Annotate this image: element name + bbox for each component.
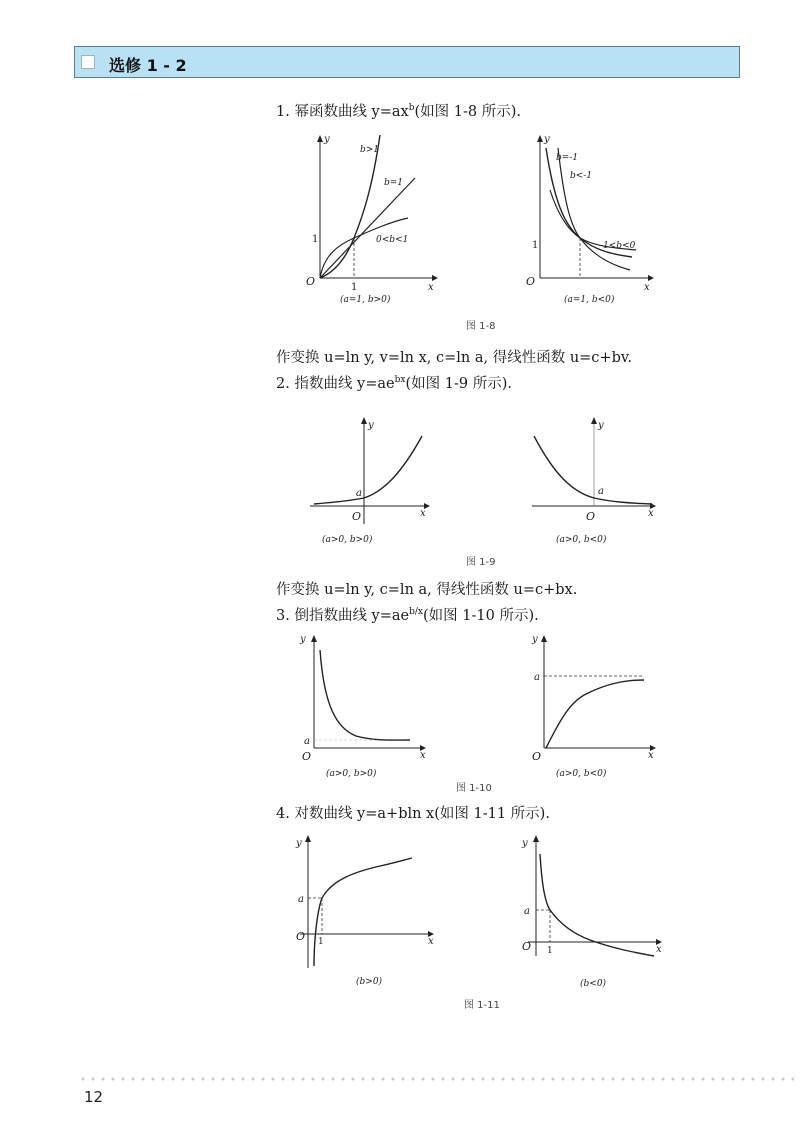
subcaption-left: (a=1, b>0) [340, 295, 391, 305]
item-3-text-after: (如图 1-10 所示). [423, 608, 539, 624]
fig-1-8-caption: 图 1-8 [466, 321, 496, 332]
y-axis-label: y [544, 134, 550, 145]
tick-x-1: 1 [547, 946, 553, 956]
curve-label-0-lt-b-lt-1: 0<b<1 [376, 235, 409, 245]
curve-label-b-eq-neg-1: b=-1 [556, 153, 579, 163]
x-axis-label: x [656, 944, 662, 955]
x-axis-label: x [648, 508, 654, 519]
y-axis-label: y [368, 420, 374, 431]
y-axis-label: y [532, 634, 538, 645]
item-2-sup: bx [394, 375, 406, 386]
page-number: 12 [84, 1088, 104, 1106]
tick-y-1: 1 [532, 240, 539, 251]
item-3-sup: b/x [409, 607, 423, 618]
item-1-sup: b [408, 103, 415, 114]
subcaption-right: (a>0, b<0) [556, 769, 607, 779]
item-2-exponential-curve [276, 372, 512, 393]
fig-1-11-right-plot [518, 830, 668, 990]
header-square-icon [81, 55, 95, 69]
fig-1-10-right-plot [526, 630, 666, 780]
point-label-a: a [534, 672, 540, 683]
fig-1-11-caption: 图 1-11 [464, 1000, 500, 1011]
origin-label: O [526, 275, 536, 288]
subcaption-left: (a>0, b>0) [326, 769, 377, 779]
item-1-text-after: (如图 1-8 所示). [414, 104, 521, 120]
item-3-inverse-exponential-curve [276, 604, 539, 625]
y-axis-label: y [324, 134, 330, 145]
curve-label-b-gt-1: b>1 [360, 145, 380, 155]
item-1-power-curve [276, 100, 521, 121]
subcaption-right: (b<0) [580, 979, 607, 989]
origin-label: O [302, 750, 312, 763]
item-2-transform: 作变换 u=ln y, c=ln a, 得线性函数 u=c+bx. [276, 582, 578, 598]
subcaption-right: (a>0, b<0) [556, 535, 607, 545]
y-axis-label: y [598, 420, 604, 431]
fig-1-10-left-plot [296, 630, 436, 780]
tick-y-1: 1 [312, 234, 319, 245]
y-axis-label: y [296, 838, 302, 849]
x-axis-label: x [420, 508, 426, 519]
item-4-log-curve: 4. 对数曲线 y=a+bln x(如图 1-11 所示). [276, 806, 550, 822]
fig-1-11-left-plot [290, 830, 440, 990]
footer-dotted-rule [78, 1077, 794, 1081]
x-axis-label: x [644, 282, 650, 293]
curve-label-b-eq-1: b=1 [384, 178, 404, 188]
origin-label: O [306, 275, 316, 288]
fig-1-10-caption: 图 1-10 [456, 783, 492, 794]
item-2-text: 2. 指数曲线 y=ae [276, 376, 395, 392]
section-header-bar [74, 46, 740, 78]
origin-label: O [522, 940, 532, 953]
fig-1-9-left-plot [308, 412, 438, 550]
item-2-text-after: (如图 1-9 所示). [405, 376, 512, 392]
tick-x-1: 1 [351, 282, 358, 293]
fig-1-8-left-plot [300, 130, 440, 310]
item-3-text: 3. 倒指数曲线 y=ae [276, 608, 410, 624]
origin-label: O [532, 750, 542, 763]
x-axis-label: x [420, 750, 426, 761]
x-axis-label: x [648, 750, 654, 761]
curve-label-b-lt-neg-1: b<-1 [570, 171, 593, 181]
subcaption-left: (b>0) [356, 977, 383, 987]
item-1-transform: 作变换 u=ln y, v=ln x, c=ln a, 得线性函数 u=c+bv. [276, 350, 632, 366]
x-axis-label: x [428, 282, 434, 293]
subcaption-right: (a=1, b<0) [564, 295, 615, 305]
fig-1-9-caption: 图 1-9 [466, 557, 496, 568]
fig-1-8-right-plot [520, 130, 660, 310]
origin-label: O [296, 930, 306, 943]
origin-label: O [352, 510, 362, 523]
point-label-a: a [356, 488, 362, 499]
point-label-a: a [304, 736, 310, 747]
x-axis-label: x [428, 936, 434, 947]
subcaption-left: (a>0, b>0) [322, 535, 373, 545]
y-axis-label: y [522, 838, 528, 849]
fig-1-9-right-plot [528, 412, 664, 550]
point-label-a: a [524, 906, 530, 917]
point-label-a: a [598, 486, 604, 497]
item-1-text: 1. 幂函数曲线 y=ax [276, 104, 409, 120]
tick-x-1: 1 [318, 937, 324, 947]
y-axis-label: y [300, 634, 306, 645]
origin-label: O [586, 510, 596, 523]
section-title: 选修 1 - 2 [109, 56, 187, 75]
curve-label-neg-1-lt-b-lt-0: -1<b<0 [600, 241, 636, 251]
point-label-a: a [298, 894, 304, 905]
